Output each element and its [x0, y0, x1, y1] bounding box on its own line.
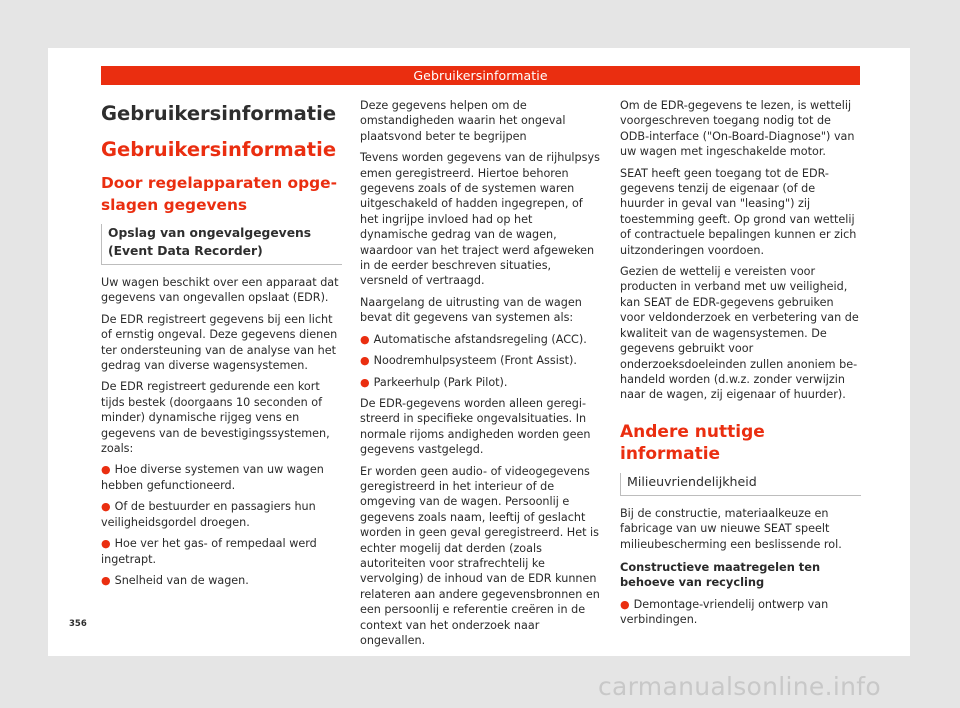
- list-item-text: Snelheid van de wagen.: [114, 573, 249, 587]
- list-item: [101, 536, 339, 567]
- bullet-icon: ●: [360, 375, 370, 389]
- list-item: [101, 462, 339, 493]
- page-number: 356: [69, 619, 87, 629]
- list-item-text: Automatische afstandsregeling (ACC).: [373, 332, 587, 346]
- paragraph: Tevens worden gegevens van de rijhulpsys emen geregistreerd. Hiertoe behoren gegevens zoals of de systemen waren uitgeschakeld of hadden ingegrepen, of het ingrijpe invloed had op het dynamische gedrag van de wagen, waardoor van het traject werd afgeweken in de eerder beschreven situaties, versneld of vertraagd.: [360, 151, 600, 288]
- paragraph: Deze gegevens helpen om de omstandigheden waarin het ongeval plaatsvond beter te begrijpen: [360, 99, 566, 143]
- paragraph: De EDR registreert gegevens bij een licht of ernstig ongeval. Deze gegevens dienen ter ondersteuning van de analyse van het gedrag van diverse wagensystemen.: [101, 312, 338, 373]
- section-heading: Andere nuttige informatie: [620, 421, 765, 464]
- list-item: [360, 375, 600, 390]
- column-middle: [360, 98, 600, 654]
- heading-level-4: Opslag van ongevalgegevens (Event Data Recorder): [101, 224, 342, 265]
- list-item: [360, 353, 600, 368]
- bullet-icon: ●: [360, 354, 370, 368]
- bullet-icon: ●: [101, 463, 111, 477]
- heading-level-2: Gebruikersinformatie: [101, 138, 337, 161]
- paragraph: Om de EDR-gegevens te lezen, is wettelij voorgeschreven toegang nodig tot de ODB-interface ("On-Board-Diagnose") van uw wagen met ingeschakelde motor.: [620, 99, 855, 159]
- paragraph: Uw wagen beschikt over een apparaat dat gegevens van ongevallen opslaat (EDR).: [101, 276, 339, 305]
- subsection-heading: Milieuvriendelijkheid: [620, 473, 861, 496]
- list-item-text: Demontage-vriendelij ontwerp van verbindingen.: [620, 597, 829, 627]
- list-item-text: Noodremhulpsysteem (Front Assist).: [373, 354, 577, 368]
- bullet-icon: ●: [101, 500, 111, 514]
- bullet-icon: ●: [360, 332, 370, 346]
- list-item-text: Of de bestuurder en passagiers hun veiligheidsgordel droegen.: [101, 500, 316, 529]
- list-item: [101, 573, 339, 588]
- watermark: carmanualsonline.info: [598, 672, 881, 701]
- bullet-icon: ●: [620, 597, 630, 611]
- heading-level-1: Gebruikersinformatie: [101, 102, 337, 125]
- paragraph: Er worden geen audio- of videogegevens geregistreerd in het interieur of de omgeving van de wagen. Persoonlij e gegevens zoals naam, leeftij of geslacht worden in geen geval geregistreerd. Het is echter mogelij dat derden (zoals autoriteiten voor strafrechtelij ke vervolging) de inhoud van de EDR kunnen relateren aan andere gegevensbronnen en een persoonlij e referentie creëren in de context van het onderzoek naar ongevallen.: [360, 464, 600, 647]
- paragraph: De EDR registreert gedurende een kort tijds bestek (doorgaans 10 seconden of minder) dynamische rijgeg vens en gegevens van de bevestigingssystemen, zoals:: [101, 380, 330, 456]
- heading-level-3: Door regelapparaten opgeslagen gegevens: [101, 174, 337, 214]
- list-item: [620, 597, 860, 628]
- list-item-text: Hoe diverse systemen van uw wagen hebben gefunctioneerd.: [101, 463, 324, 492]
- paragraph: De EDR-gegevens worden alleen geregistreerd in specifieke ongevalsituaties. In normale rijoms andigheden worden geen gegevens vastgelegd.: [360, 396, 591, 457]
- paragraph: SEAT heeft geen toegang tot de EDR-gegevens tenzij de eigenaar (of de huurder in geval van "leasing") zij toestemming geeft. Op grond van wettelij of contractuele bepalingen kunnen er zich uitzonderingen voordoen.: [620, 166, 857, 257]
- column-left: [101, 96, 339, 594]
- list-item-text: Parkeerhulp (Park Pilot).: [373, 375, 508, 389]
- bullet-icon: ●: [101, 537, 111, 551]
- list-item-text: Hoe ver het gas- of rempedaal werd ingetrapt.: [101, 537, 317, 566]
- column-right: [620, 98, 860, 634]
- paragraph: Naargelang de uitrusting van de wagen bevat dit gegevens van systemen als:: [360, 295, 582, 325]
- paragraph: Gezien de wettelij e vereisten voor producten in verband met uw veiligheid, kan SEAT de EDR-gegevens gebruiken voor veldonderzoek en verbetering van de kwaliteit van de wagensystemen. De gegevens gebruikt voor onderzoeksdoeleinden zullen anoniem behandeld worden (d.w.z. zonder verwijzin naar de wagen, zij eigenaar of huurder).: [620, 265, 859, 402]
- paragraph: Bij de constructie, materiaalkeuze en fabricage van uw nieuwe SEAT speelt milieubescherming een beslissende rol.: [620, 506, 842, 551]
- page-header-banner: Gebruikersinformatie: [101, 66, 860, 85]
- list-item: [101, 499, 339, 530]
- bold-subheading: Constructieve maatregelen ten behoeve van recycling: [620, 559, 821, 590]
- bullet-icon: ●: [101, 573, 111, 587]
- list-item: [360, 332, 600, 347]
